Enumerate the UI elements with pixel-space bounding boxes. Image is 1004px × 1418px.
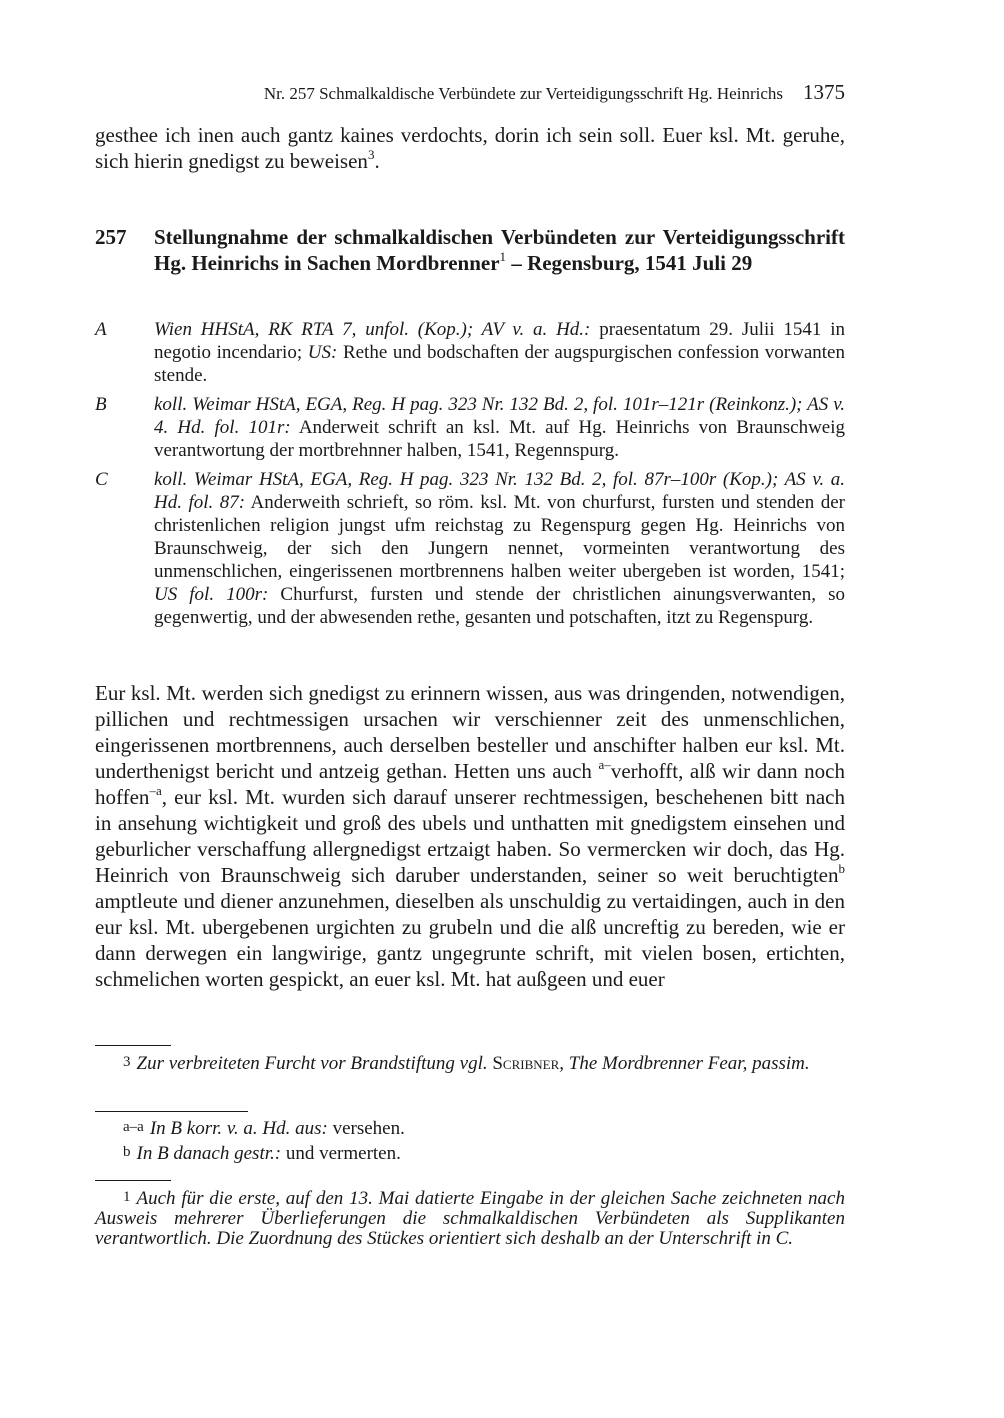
footnote-1-text: Auch für die erste, auf den 13. Mai datierte Eingabe in der gleichen Sache zeichneten nach Ausweis mehrerer Überlieferungen die schmalkaldischen Verbündeten als Supplikanten verantwortlich. Die Zuordnung des Stückes orientiert sich deshalb an der Unterschrift in C. bbox=[95, 1188, 845, 1249]
page-number: 1375 bbox=[803, 80, 845, 104]
critical-mark-a-open: a– bbox=[598, 756, 611, 772]
source-text-2: Rethe und bodschaften der augspurgischen confession vorwanten stende. bbox=[154, 342, 845, 386]
footnote-rule bbox=[95, 1180, 171, 1181]
body-paragraph bbox=[95, 680, 845, 992]
source-archive-2: US fol. 100r: bbox=[154, 584, 269, 605]
continuation-paragraph bbox=[95, 122, 845, 174]
apparatus-b-label: In B danach gestr.: bbox=[136, 1143, 282, 1164]
document-number: 257 bbox=[95, 225, 127, 249]
document-title-date: – Regensburg, 1541 Juli 29 bbox=[506, 251, 753, 275]
body-text-3: , eur ksl. Mt. wurden sich darauf unserer rechtmessigen, beschehenen bitt nach in ansehung wichtigkeit und groß des ubels und unthatten mit gnedigstem einsehen und geburlicher verschaffung allergnedigst ertzaigt haben. So vermercken wir doch, das Hg. Heinrich von Braunschweig sich daruber understanden, seiner so weit beruchtigten bbox=[95, 785, 845, 887]
source-text-2: Churfurst, fursten und stende der christlichen ainungsverwanten, so gegenwertig, und der abwesenden rethe, gesanten und potschaften, itzt zu Regenspurg. bbox=[154, 584, 845, 628]
footnote-ref-3: 3 bbox=[367, 146, 375, 162]
source-entry bbox=[95, 468, 845, 629]
document-title bbox=[154, 224, 845, 276]
source-siglum: C bbox=[95, 469, 108, 490]
apparatus-a-text: versehen. bbox=[327, 1118, 405, 1139]
source-description bbox=[154, 318, 845, 387]
apparatus-a-label: In B korr. v. a. Hd. aus: bbox=[149, 1118, 328, 1139]
source-text: praesentatum 29. Julii 1541 in negotio incendario; bbox=[154, 319, 845, 363]
source-text: Anderweith schrieft, so röm. ksl. Mt. von churfurst, fursten und stenden der christenlichen religion jungst ufm reichstag zu Regenspurg gegen Hg. Heinrichs von Braunschweig, der sich den Jungern nennet, vormeinten verantwortung des unmenschlichen, eingerissenen mortbrennens halben weiter ubergeben ist worden, 1541; bbox=[154, 492, 845, 582]
footnote-3-author: Scribner bbox=[492, 1053, 560, 1074]
source-list bbox=[95, 318, 845, 635]
running-head-title: Nr. 257 Schmalkaldische Verbündete zur Verteidigungsschrift Hg. Heinrichs bbox=[263, 84, 783, 103]
source-archive: koll. Weimar HStA, EGA, Reg. H pag. 323 Nr. 132 Bd. 2, fol. 101r–121r (Reinkonz.); AS v. 4. Hd. fol. 101r: bbox=[154, 394, 845, 438]
apparatus-rule bbox=[95, 1111, 248, 1112]
footnote-rule bbox=[95, 1045, 171, 1046]
body-text-4: amptleute und diener anzunehmen, dieselben als unschuldig zu vertaidingen, auch in den eur ksl. Mt. ubergebenen urgichten zu grubeln und die alß uncreftig zu bereden, wie er dann derwegen ein langwirige, gantz ungegrunte schrift, mit vielen bosen, ertichten, schmelichen worten gespickt, an euer ksl. Mt. hat außgeen und euer bbox=[95, 889, 845, 991]
continuation-end: . bbox=[374, 149, 380, 173]
critical-mark-b: b bbox=[838, 860, 845, 876]
source-text: Anderweit schrift an ksl. Mt. auf Hg. Heinrichs von Braunschweig verantwortung der mortbrehnner halben, 1541, Regennspurg. bbox=[154, 417, 845, 461]
footnote-mark: 1 bbox=[123, 1189, 131, 1205]
apparatus-mark: b bbox=[123, 1144, 131, 1160]
source-description bbox=[154, 393, 845, 462]
apparatus-mark: a–a bbox=[123, 1119, 144, 1135]
body-text-2: verhofft, alß wir dann noch hoffen bbox=[95, 759, 846, 809]
footnote-1 bbox=[95, 1187, 845, 1249]
source-siglum: A bbox=[95, 319, 107, 340]
apparatus-note-b bbox=[95, 1142, 845, 1164]
footnote-3-text: Zur verbreiteten Furcht vor Brandstiftung vgl. bbox=[136, 1053, 488, 1074]
apparatus-b-text: und vermerten. bbox=[281, 1143, 401, 1164]
footnote-3-title: , The Mordbrenner Fear, passim. bbox=[559, 1053, 810, 1074]
source-archive-2: US: bbox=[307, 342, 338, 363]
source-entry bbox=[95, 318, 845, 387]
source-siglum: B bbox=[95, 394, 107, 415]
body-text-1: Eur ksl. Mt. werden sich gnedigst zu erinnern wissen, aus was dringenden, notwendigen, pillichen und rechtmessigen ursachen wir verschienner zeit des unmenschlichen, eingerissenen mortbrennens, auch derselben besteller und anschifter halben eur ksl. Mt. underthenigst bericht und antzeig gethan. Hetten uns auch bbox=[95, 681, 845, 783]
footnote-mark: 3 bbox=[123, 1054, 131, 1070]
footnote-3 bbox=[95, 1052, 845, 1074]
critical-mark-a-close: –a bbox=[149, 782, 162, 798]
source-archive: Wien HHStA, RK RTA 7, unfol. (Kop.); AV v. a. Hd.: bbox=[154, 319, 591, 340]
source-archive: koll. Weimar HStA, EGA, Reg. H pag. 323 Nr. 132 Bd. 2, fol. 87r–100r (Kop.); AS v. a. Hd. fol. 87: bbox=[154, 469, 845, 513]
continuation-text: gesthee ich inen auch gantz kaines verdochts, dorin ich sein soll. Euer ksl. Mt. geruhe, sich hierin gnedigst zu beweisen bbox=[95, 123, 845, 173]
running-head bbox=[95, 80, 845, 105]
source-description bbox=[154, 468, 845, 629]
source-entry bbox=[95, 393, 845, 462]
footnote-ref-1: 1 bbox=[499, 248, 507, 264]
apparatus-note-a bbox=[95, 1117, 845, 1139]
document-heading bbox=[95, 224, 845, 276]
document-title-text: Stellungnahme der schmalkaldischen Verbündeten zur Verteidigungsschrift Hg. Heinrichs in Sachen Mordbrenner bbox=[154, 225, 845, 275]
